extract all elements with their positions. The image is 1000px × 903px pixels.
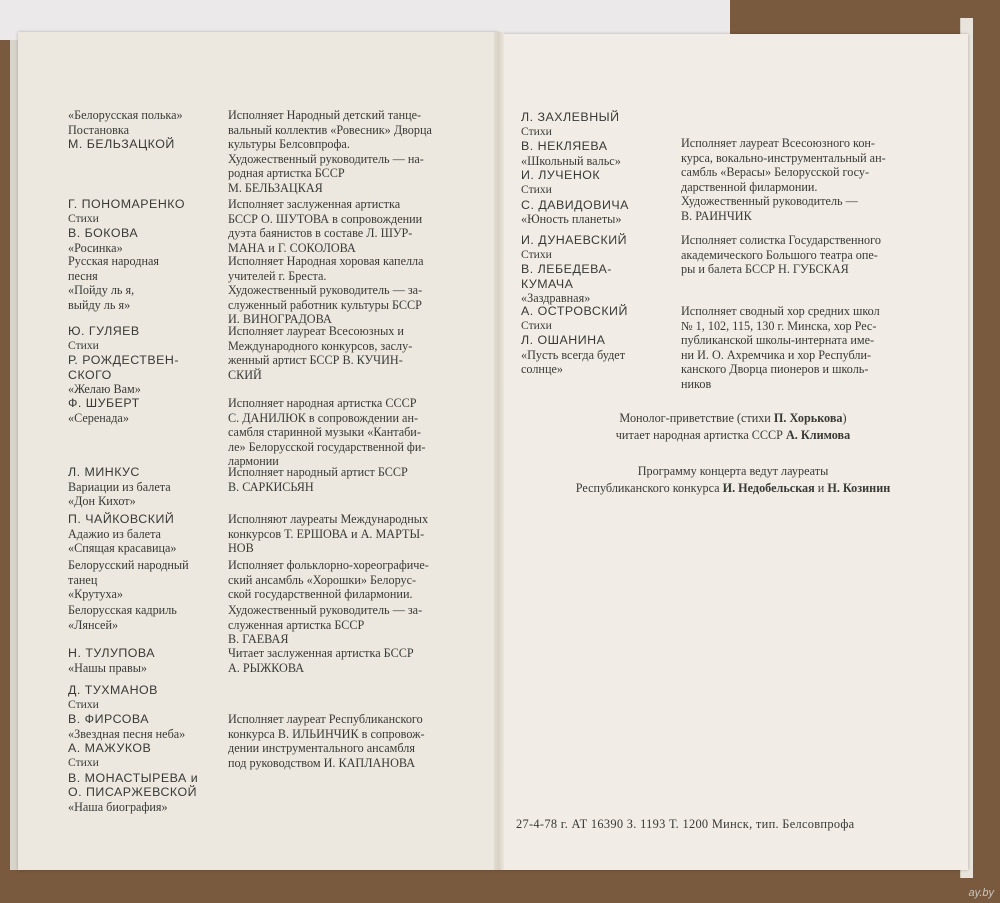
person-name: В. НЕКЛЯЕВА: [521, 139, 608, 154]
person-name: И. ЛУЧЕНОК: [521, 168, 601, 183]
title-line: «Юность планеты»: [521, 212, 622, 227]
description-line: под руководством И. КАПЛАНОВА: [228, 755, 416, 770]
description-line: дарственной филармонии.: [681, 179, 818, 194]
left-item-description: [228, 108, 490, 196]
description-line: служенный работник культуры БССР: [228, 297, 422, 312]
person-name: А. ОСТРОВСКИЙ: [521, 304, 628, 318]
title-line: Постановка: [68, 122, 130, 137]
title-line: Русская народная: [68, 254, 159, 268]
description-line: учителей г. Бреста.: [228, 268, 327, 283]
person-name: Д. ТУХМАНОВ: [68, 683, 158, 697]
left-item-description: [228, 197, 490, 255]
description-line: Художественный руководитель —: [681, 194, 858, 209]
right-item-description: [681, 233, 953, 277]
title-line: «Нашы правы»: [68, 660, 147, 675]
title-line: танец: [68, 572, 98, 587]
title-line: «Пойду ль я,: [68, 283, 135, 298]
title-line: «Пусть всегда будет: [521, 347, 626, 362]
person-name: М. БЕЛЬЗАЦКОЙ: [68, 137, 175, 152]
description-line: Исполняет солистка Государственного: [681, 233, 881, 247]
left-item-title: [68, 324, 218, 397]
person-name: Ф. ШУБЕРТ: [68, 396, 140, 410]
title-line: «Звездная песня неба»: [68, 726, 186, 741]
description-line: МАНА и Г. СОКОЛОВА: [228, 240, 356, 255]
right-item-description: [681, 304, 953, 392]
description-line: ни И. О. Ахремчика и хор Республи-: [681, 347, 872, 362]
left-item-title: [68, 465, 218, 509]
description-line: Международного конкурсов, заслу-: [228, 338, 413, 353]
person-name: Н. ТУЛУПОВА: [68, 646, 156, 660]
left-item-title: [68, 396, 218, 425]
person-name: В. ФИРСОВА: [68, 712, 150, 727]
description-line: В. САРКИСЬЯН: [228, 479, 314, 494]
title-line: «Крутуха»: [68, 587, 123, 602]
person-name: Л. МИНКУС: [68, 465, 140, 479]
description-line: М. БЕЛЬЗАЦКАЯ: [228, 180, 323, 195]
title-line: «Росинка»: [68, 240, 123, 255]
description-line: курса, вокально-инструментальный ан-: [681, 150, 886, 165]
description-line: НОВ: [228, 541, 254, 556]
description-line: Исполняет народный артист БССР: [228, 465, 408, 479]
title-line: «Желаю Вам»: [68, 382, 141, 397]
right-item-title: [521, 110, 681, 227]
description-line: Исполняет сводный хор средних школ: [681, 304, 880, 318]
title-line: Вариации из балета: [68, 479, 171, 494]
right-item-title: [521, 233, 681, 306]
title-line: Стихи: [68, 697, 99, 711]
left-item-title: [68, 646, 218, 675]
description-line: Художественный руководитель — на-: [228, 151, 424, 166]
monologue-block: [498, 410, 968, 444]
title-line: выйду ль я»: [68, 297, 131, 312]
person-name: СКОГО: [68, 367, 112, 382]
title-line: «Наша биография»: [68, 799, 168, 814]
hosts-line-2: Республиканского конкурса И. Недобельская и Н. Козинин: [575, 481, 891, 495]
title-line: Стихи: [68, 755, 99, 769]
description-line: С. ДАНИЛЮК в сопровождении ан-: [228, 410, 419, 425]
left-item-title: [68, 603, 218, 632]
title-line: «Лянсей»: [68, 617, 119, 632]
description-line: СКИЙ: [228, 367, 262, 382]
person-name: П. ЧАЙКОВСКИЙ: [68, 512, 175, 526]
left-item-description: [228, 324, 490, 382]
description-line: публиканской школы-интерната име-: [681, 333, 875, 348]
description-line: вальный коллектив «Ровесник» Дворца: [228, 122, 432, 137]
description-line: Исполняет лауреат Всесоюзных и: [228, 324, 404, 338]
description-line: лармонии: [228, 454, 279, 469]
monologue-performer: А. Климова: [786, 428, 851, 442]
description-line: родная артистка БССР: [228, 166, 345, 181]
person-name: Л. ЗАХЛЕВНЫЙ: [521, 110, 620, 124]
description-line: самбля старинной музыки «Кантаби-: [228, 425, 421, 440]
person-name: Ю. ГУЛЯЕВ: [68, 324, 140, 338]
left-item-description: [228, 254, 490, 327]
description-line: Исполняет народная артистка СССР: [228, 396, 417, 410]
title-line: Стихи: [68, 338, 99, 352]
description-line: Исполняет лауреат Всесоюзного кон-: [681, 136, 875, 150]
right-item-description: [681, 136, 953, 224]
title-line: солнце»: [521, 362, 563, 377]
description-line: Исполняет Народный детский танце-: [228, 108, 422, 122]
description-line: Исполняет Народная хоровая капелла: [228, 254, 424, 268]
description-line: самбль «Верасы» Белорусской госу-: [681, 165, 870, 180]
title-line: Белорусская кадриль: [68, 603, 177, 617]
host-name-1: И. Недобельская: [722, 481, 815, 495]
left-item-description: [228, 465, 490, 494]
person-name: И. ДУНАЕВСКИЙ: [521, 233, 627, 247]
left-item-description: [228, 396, 490, 469]
description-line: Исполняют лауреаты Международных: [228, 512, 429, 526]
description-line: служенная артистка БССР: [228, 617, 365, 632]
description-line: БССР О. ШУТОВА в сопровождении: [228, 211, 423, 226]
description-line: дении инструментального ансамбля: [228, 741, 415, 756]
title-line: Стихи: [521, 182, 552, 196]
title-line: Белорусский народный: [68, 558, 189, 572]
description-line: дуэта баянистов в составе Л. ШУР-: [228, 226, 413, 241]
person-name: Р. РОЖДЕСТВЕН-: [68, 353, 179, 368]
person-name: С. ДАВИДОВИЧА: [521, 197, 629, 212]
left-item-description: [228, 712, 490, 770]
left-item-title: [68, 108, 218, 152]
description-line: конкурса В. ИЛЬИНЧИК в сопровож-: [228, 726, 425, 741]
description-line: конкурсов Т. ЕРШОВА и А. МАРТЫ-: [228, 526, 425, 541]
title-line: Стихи: [68, 211, 99, 225]
left-item-description: [228, 646, 490, 675]
hosts-block: [498, 463, 968, 497]
person-name: В. ЛЕБЕДЕВА-: [521, 262, 612, 277]
description-line: Исполняет лауреат Республиканского: [228, 712, 423, 726]
title-line: «Дон Кихот»: [68, 494, 136, 509]
title-line: «Спящая красавица»: [68, 541, 177, 556]
title-line: Стихи: [521, 247, 552, 261]
description-line: Читает заслуженная артистка БССР: [228, 646, 414, 660]
title-line: «Школьный вальс»: [521, 153, 621, 168]
description-line: В. РАИНЧИК: [681, 208, 752, 223]
person-name: В. МОНАСТЫРЕВА и: [68, 770, 199, 785]
left-item-description: [228, 512, 490, 556]
left-item-title: [68, 254, 218, 312]
title-line: Адажио из балета: [68, 526, 161, 541]
left-item-description: [228, 558, 490, 602]
description-line: культуры Белсовпрофа.: [228, 137, 350, 152]
left-item-description: [228, 603, 490, 647]
monologue-line-2: читает народная артистка СССР А. Климова: [615, 428, 851, 442]
description-line: женный артист БССР В. КУЧИН-: [228, 353, 403, 368]
monologue-author: П. Хорькова: [773, 411, 843, 425]
monologue-line-1: Монолог-приветствие (стихи П. Хорькова): [619, 411, 847, 425]
description-line: Исполняет фольклорно-хореографиче-: [228, 558, 429, 572]
description-line: ской государственной филармонии.: [228, 587, 413, 602]
description-line: ников: [681, 376, 712, 391]
description-line: ле» Белорусской государственной фи-: [228, 439, 426, 454]
description-line: ры и балета БССР Н. ГУБСКАЯ: [681, 262, 849, 277]
left-item-title: [68, 683, 218, 814]
title-line: «Серенада»: [68, 410, 129, 425]
person-name: А. МАЖУКОВ: [68, 741, 152, 756]
host-name-2: Н. Козинин: [827, 481, 891, 495]
person-name: Л. ОШАНИНА: [521, 333, 606, 348]
description-line: А. РЫЖКОВА: [228, 660, 305, 675]
title-line: «Заздравная»: [521, 291, 591, 306]
title-line: «Белорусская полька»: [68, 108, 183, 122]
description-line: И. ВИНОГРАДОВА: [228, 312, 332, 327]
description-line: академического Большого театра опе-: [681, 247, 878, 262]
right-item-title: [521, 304, 681, 377]
left-item-title: [68, 197, 218, 255]
center-fold: [494, 32, 504, 870]
left-item-title: [68, 512, 218, 556]
printing-imprint: 27-4-78 г. АТ 16390 З. 1193 Т. 1200 Минск, тип. Белсовпрофа: [516, 817, 855, 831]
hosts-line-1: Программу концерта ведут лауреаты: [637, 464, 829, 478]
watermark: ay.by: [968, 887, 994, 899]
description-line: Исполняет заслуженная артистка: [228, 197, 401, 211]
title-line: Стихи: [521, 124, 552, 138]
description-line: ский ансамбль «Хорошки» Белорус-: [228, 572, 417, 587]
description-line: В. ГАЕВАЯ: [228, 632, 289, 647]
description-line: Художественный руководитель — за-: [228, 283, 423, 298]
description-line: № 1, 102, 115, 130 г. Минска, хор Рес-: [681, 318, 877, 333]
title-line: песня: [68, 268, 98, 283]
person-name: В. БОКОВА: [68, 226, 139, 241]
left-item-title: [68, 558, 218, 602]
person-name: Г. ПОНОМАРЕНКО: [68, 197, 185, 211]
description-line: канского Дворца пионеров и школь-: [681, 362, 869, 377]
person-name: О. ПИСАРЖЕВСКОЙ: [68, 785, 198, 800]
person-name: КУМАЧА: [521, 276, 574, 291]
description-line: Художественный руководитель — за-: [228, 603, 423, 617]
title-line: Стихи: [521, 318, 552, 332]
